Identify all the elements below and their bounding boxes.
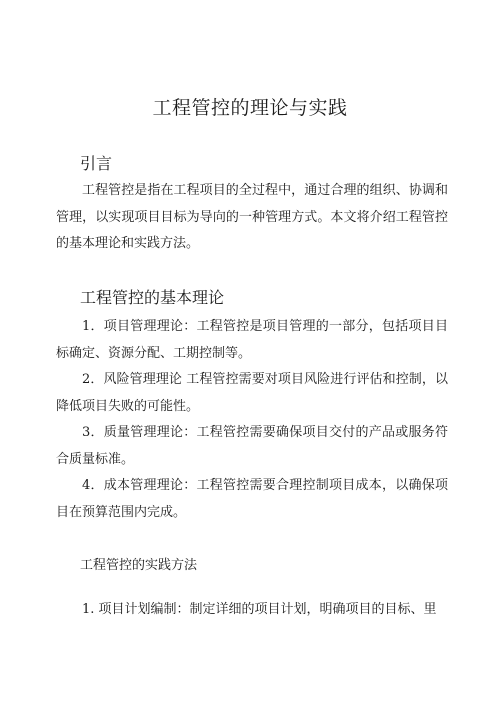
document-title: 工程管控的理论与实践 bbox=[152, 97, 348, 119]
practice-item-1: 1. 项目计划编制：制定详细的项目计划，明确项目的目标、里 bbox=[82, 602, 437, 617]
practice-section bbox=[56, 555, 448, 624]
intro-paragraph: 工程管控是指在工程项目的全过程中，通过合理的组织、协调和管理，以实现项目目标为导向的一种管理方式。本文将介绍工程管控的基本理论和实践方法。 bbox=[56, 183, 448, 251]
theory-section bbox=[56, 286, 448, 526]
theory-list bbox=[56, 314, 448, 526]
practice-list bbox=[56, 597, 448, 624]
intro-heading: 引言 bbox=[80, 154, 113, 173]
theory-heading: 工程管控的基本理论 bbox=[80, 288, 225, 307]
theory-item-4: 4．成本管理理论：工程管控需要合理控制项目成本，以确保项目在预算范围内完成。 bbox=[56, 478, 448, 520]
intro-section bbox=[56, 152, 448, 258]
theory-item-2: 2．风险管理理论 工程管控需要对项目风险进行评估和控制，以降低项目失败的可能性。 bbox=[56, 372, 448, 414]
theory-item-1: 1．项目管理理论：工程管控是项目管理的一部分，包括项目目标确定、资源分配、工期控制等。 bbox=[56, 319, 448, 361]
practice-heading: 工程管控的实践方法 bbox=[80, 558, 198, 573]
theory-item-3: 3．质量管理理论：工程管控需要确保项目交付的产品或服务符合质量标准。 bbox=[56, 425, 448, 467]
